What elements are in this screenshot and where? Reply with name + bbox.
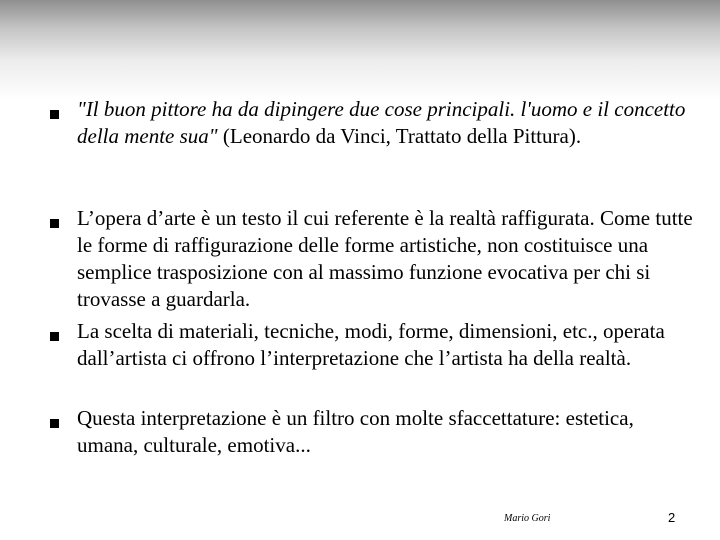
square-bullet-icon bbox=[50, 419, 59, 428]
slide-number: 2 bbox=[668, 510, 676, 525]
leonardo-quote: "Il buon pittore ha da dipingere due cose principali. l'uomo e il concetto della mente sua" bbox=[77, 97, 686, 148]
footer-author: Mario Gori bbox=[504, 513, 551, 524]
square-bullet-icon bbox=[50, 219, 59, 228]
bullet-text: L’opera d’arte è un testo il cui referente è la realtà raffigurata. Come tutte le forme di raffigurazione delle forme artistiche, non costituisce una semplice trasposizione con al massimo funzione evocativa per chi si trovasse a guardarla. bbox=[77, 206, 693, 311]
square-bullet-icon bbox=[50, 332, 59, 341]
bullet-text: Questa interpretazione è un filtro con molte sfaccettature: estetica, umana, culturale, emotiva... bbox=[77, 406, 634, 457]
quote-attribution: (Leonardo da Vinci, Trattato della Pittura). bbox=[217, 124, 582, 148]
bullet-text bbox=[77, 96, 697, 150]
bullet-text: La scelta di materiali, tecniche, modi, forme, dimensioni, etc., operata dall’artista ci offrono l’interpretazione che l’artista ha della realtà. bbox=[77, 319, 665, 370]
square-bullet-icon bbox=[50, 110, 59, 119]
